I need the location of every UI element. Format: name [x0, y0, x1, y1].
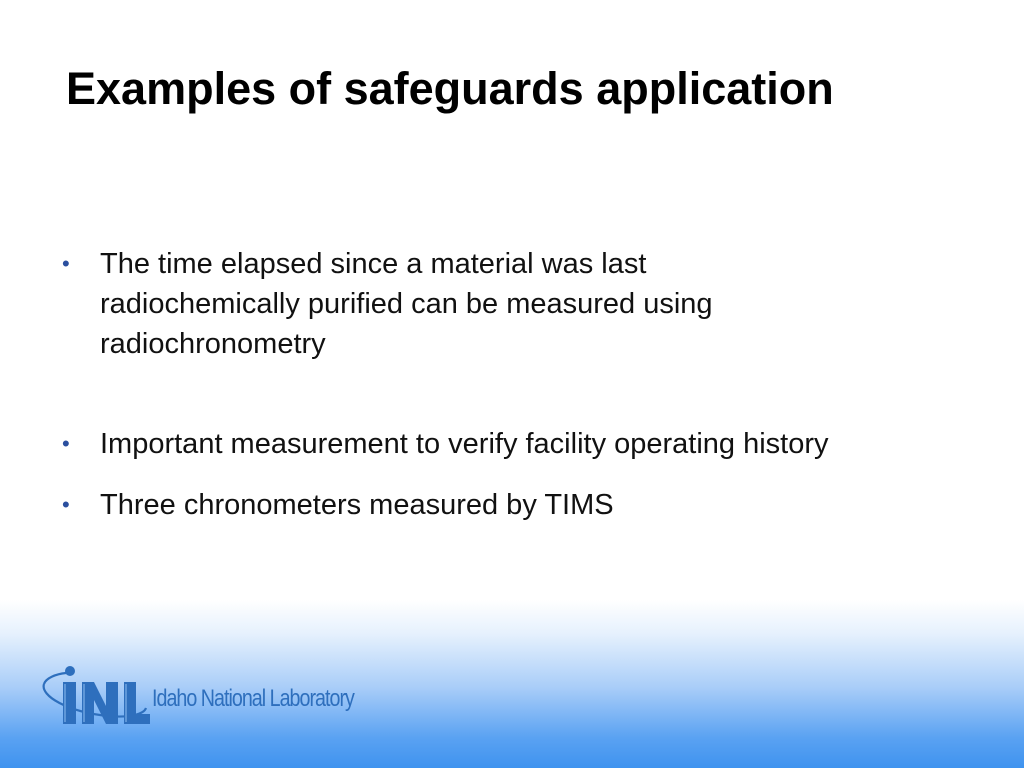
bullet-text: The time elapsed since a material was last radiochemically purified can be measured using radiochronometry — [100, 248, 713, 360]
bullet-marker: • — [62, 492, 70, 517]
inl-logo-mark-icon — [38, 662, 150, 730]
bullet-text: Important measurement to verify facility operating history — [100, 428, 829, 460]
bullet-marker: • — [62, 431, 70, 456]
bullet-item — [62, 424, 962, 464]
inl-logo — [38, 662, 354, 730]
slide-title: Examples of safeguards application — [66, 63, 834, 114]
bullet-item — [62, 244, 962, 366]
bullet-item — [62, 485, 962, 525]
bullet-marker: • — [62, 251, 70, 276]
bullet-text: Three chronometers measured by TIMS — [100, 489, 614, 521]
logo-wordmark: Idaho National Laboratory — [152, 685, 354, 712]
